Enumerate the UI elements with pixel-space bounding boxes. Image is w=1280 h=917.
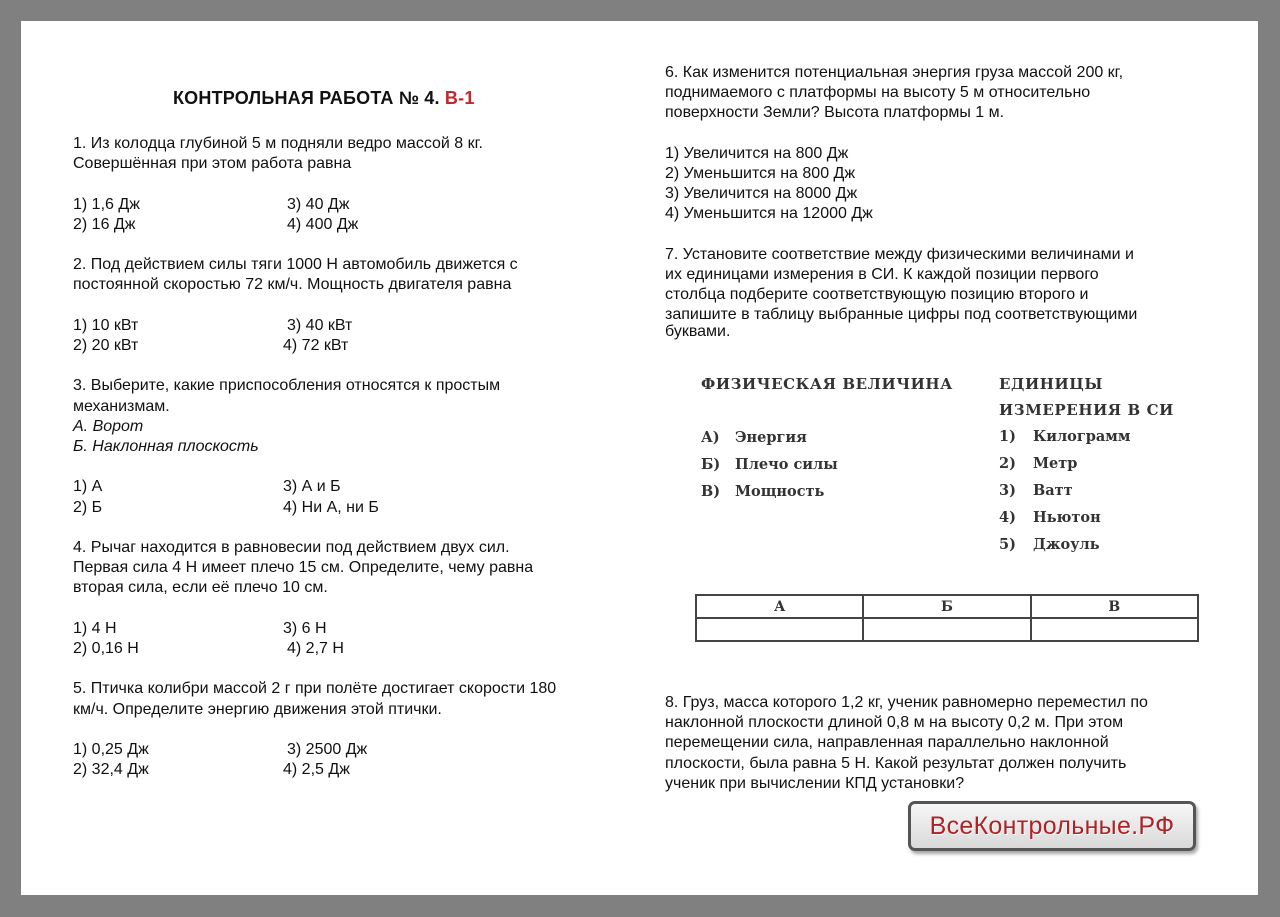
question-text: 4. Рычаг находится в равновесии под действием двух сил.	[73, 538, 510, 556]
site-logo	[908, 801, 1196, 851]
quantity-item: А) Энергия	[701, 429, 807, 446]
question-text: поднимаемого с платформы на высоту 5 м относительно	[665, 84, 1091, 102]
answer-option: 4) Ни А, ни Б	[283, 498, 379, 516]
question-text: механизмам.	[73, 397, 170, 415]
answer-options	[665, 144, 1225, 225]
question-text: плоскости, была равна 5 Н. Какой результат должен получить	[665, 754, 1127, 772]
title-variant: В-1	[444, 88, 475, 108]
worksheet-page	[21, 21, 1258, 895]
unit-column-header: ИЗМЕРЕНИЯ В СИ	[999, 401, 1174, 419]
answer-options	[73, 477, 633, 517]
answer-option: 4) Уменьшится на 12000 Дж	[665, 205, 873, 223]
question-text: наклонной плоскости длиной 0,8 м на высоту 0,2 м. При этом	[665, 714, 1124, 732]
answer-option: 2) 0,16 Н	[73, 639, 139, 657]
unit-item: 2) Метр	[999, 455, 1078, 472]
site-logo-text: ВсеКонтрольные.РФ	[929, 811, 1175, 840]
question-text: 1. Из колодца глубиной 5 м подняли ведро массой 8 кг.	[73, 135, 483, 152]
question-4	[73, 538, 633, 659]
answer-option: 1) Увеличится на 800 Дж	[665, 144, 849, 162]
quantity-column-header: ФИЗИЧЕСКАЯ ВЕЛИЧИНА	[701, 375, 953, 393]
question-text: их единицами измерения в СИ. К каждой позиции первого	[665, 266, 1099, 283]
question-text: вторая сила, если её плечо 10 см.	[73, 579, 328, 597]
answer-option: 2) Уменьшится на 800 Дж	[665, 165, 856, 182]
question-text: 8. Груз, масса которого 1,2 кг, ученик равномерно переместил по	[665, 694, 1148, 711]
answer-options	[73, 195, 633, 235]
question-text: столбца подберите соответствующую позицию второго и	[665, 286, 1089, 304]
answer-option: 3) 2500 Дж	[287, 740, 368, 758]
question-text: км/ч. Определите энергию движения этой птички.	[73, 700, 442, 718]
answer-cell	[1031, 618, 1198, 641]
question-6	[665, 63, 1225, 225]
answer-option: 1) 4 Н	[73, 619, 117, 637]
answer-table-header: Б	[863, 595, 1030, 618]
unit-item: 1) Килограмм	[999, 428, 1131, 445]
title-main: КОНТРОЛЬНАЯ РАБОТА № 4.	[173, 88, 440, 108]
question-text: 2. Под действием силы тяги 1000 Н автомобиль движется с	[73, 256, 518, 274]
answer-options	[73, 740, 633, 780]
answer-option: 3) 6 Н	[283, 619, 327, 637]
question-item: А. Ворот	[73, 417, 144, 435]
question-3	[73, 376, 633, 517]
answer-options	[73, 619, 633, 659]
answer-option: 2) 20 кВт	[73, 336, 139, 354]
question-5	[73, 679, 633, 780]
question-7	[665, 245, 1225, 342]
question-text: ученик при вычислении КПД установки?	[665, 774, 965, 792]
answer-table	[695, 594, 1199, 642]
quantity-item: Б) Плечо силы	[701, 456, 838, 473]
unit-column-header: ЕДИНИЦЫ	[999, 375, 1104, 393]
answer-option: 2) 16 Дж	[73, 215, 136, 233]
quantity-item: В) Мощность	[701, 483, 825, 500]
question-text: поверхности Земли? Высота платформы 1 м.	[665, 104, 1005, 122]
question-text: Первая сила 4 Н имеет плечо 15 см. Определите, чему равна	[73, 559, 534, 577]
answer-table-header: А	[696, 595, 863, 618]
question-text: Совершённая при этом работа равна	[73, 155, 352, 173]
question-text: запишите в таблицу выбранные цифры под соответствующими	[665, 306, 1138, 324]
answer-cell	[696, 618, 863, 641]
answer-table-header: В	[1031, 595, 1198, 618]
answer-option: 1) 10 кВт	[73, 316, 139, 334]
question-text: 7. Установите соответствие между физическими величинами и	[665, 245, 1134, 263]
answer-option: 4) 400 Дж	[287, 215, 359, 233]
answer-option: 3) А и Б	[283, 478, 341, 496]
matching-block	[695, 361, 1225, 661]
question-text: буквами.	[665, 322, 731, 340]
answer-option: 3) 40 кВт	[287, 316, 353, 334]
answer-option: 4) 2,7 Н	[287, 639, 344, 657]
question-text: 5. Птичка колибри массой 2 г при полёте достигает скорости 180	[73, 680, 557, 698]
answer-cell	[863, 618, 1030, 641]
answer-option: 4) 2,5 Дж	[283, 761, 350, 779]
page-title	[173, 88, 475, 109]
left-column	[73, 134, 633, 780]
question-8	[665, 693, 1148, 794]
answer-option: 4) 72 кВт	[283, 336, 349, 354]
question-item: Б. Наклонная плоскость	[73, 437, 259, 455]
question-1	[73, 134, 633, 235]
question-text: перемещении сила, направленная параллельно наклонной	[665, 734, 1109, 752]
answer-option: 1) А	[73, 478, 103, 496]
unit-item: 5) Джоуль	[999, 536, 1100, 553]
answer-options	[73, 316, 633, 356]
answer-option: 1) 0,25 Дж	[73, 740, 149, 758]
question-text: 6. Как изменится потенциальная энергия груза массой 200 кг,	[665, 64, 1124, 81]
question-text: постоянной скоростью 72 км/ч. Мощность двигателя равна	[73, 276, 512, 294]
question-2	[73, 255, 633, 356]
unit-item: 3) Ватт	[999, 482, 1073, 499]
answer-option: 2) Б	[73, 498, 103, 516]
unit-item: 4) Ньютон	[999, 509, 1101, 526]
answer-option: 2) 32,4 Дж	[73, 761, 149, 779]
answer-option: 1) 1,6 Дж	[73, 195, 140, 213]
question-text: 3. Выберите, какие приспособления относятся к простым	[73, 377, 501, 395]
answer-option: 3) 40 Дж	[287, 195, 350, 213]
answer-option: 3) Увеличится на 8000 Дж	[665, 185, 858, 203]
